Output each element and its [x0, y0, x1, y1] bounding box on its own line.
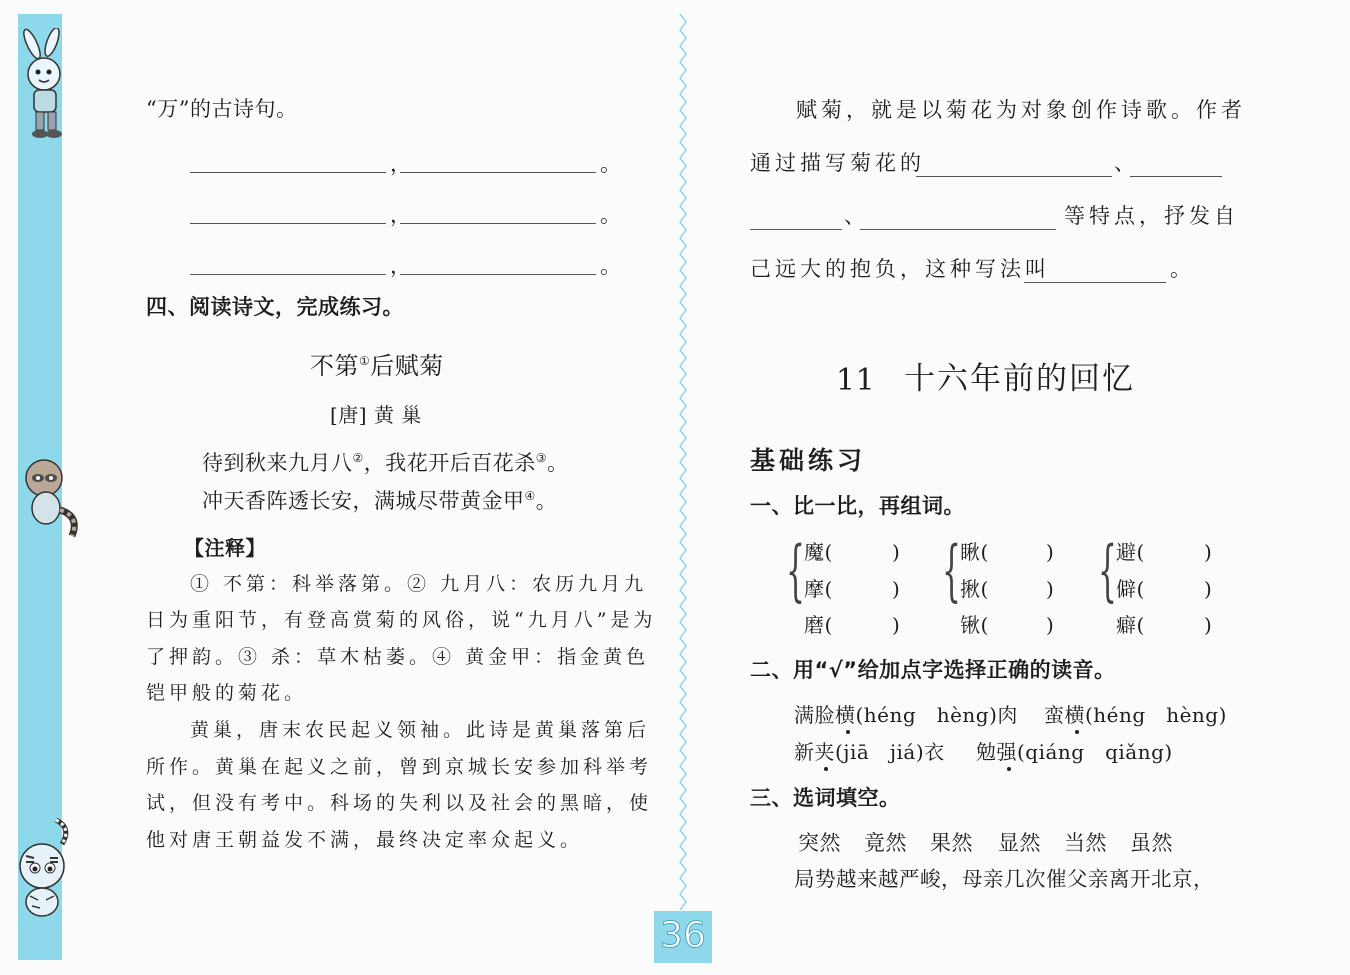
answer-blank[interactable]	[400, 223, 596, 224]
word-bank-item: 虽然	[1130, 831, 1173, 855]
answer-blank[interactable]	[190, 274, 386, 275]
close-paren: )	[1204, 540, 1213, 564]
poem-line-2: 冲天香阵透长安，满城尽带黄金甲④。	[202, 489, 558, 513]
bio-line: 黄巢，唐末农民起义领袖。此诗是黄巢落第后	[190, 719, 651, 741]
emphasis-dot	[1075, 730, 1079, 734]
bio-line: 试，但没有考中。科场的失利以及社会的黑暗，使	[146, 792, 653, 814]
answer-blank[interactable]	[1024, 282, 1166, 283]
raccoon-mascot-icon	[12, 450, 84, 542]
bio-line: 他对唐王朝益发不满，最终决定率众起义。	[146, 829, 584, 851]
period: 。	[600, 203, 622, 227]
pinyin-item: 满脸横(héng hèng)肉	[794, 703, 1018, 727]
period: 。	[600, 254, 622, 278]
pinyin-item: 勉强(qiáng qiǎng)	[976, 740, 1173, 764]
period: 。	[600, 152, 622, 176]
word-group-item: 僻(	[1116, 577, 1145, 601]
word-group-item: 魔(	[804, 540, 833, 564]
note-line: 了押韵。③ 杀：草木枯萎。④ 黄金甲：指金黄色	[146, 646, 650, 668]
q2-heading: 二、用“√”给加点字选择正确的读音。	[750, 658, 1116, 682]
q1-heading: 一、比一比，再组词。	[750, 494, 965, 518]
tiger-mascot-icon	[12, 816, 74, 922]
note-line: 铠甲般的菊花。	[146, 682, 308, 704]
note-line: ① 不第：科举落第。② 九月八：农历九月九	[190, 573, 648, 595]
pinyin-item: 新夹(jiā jiá)衣	[794, 740, 945, 764]
answer-blank[interactable]	[400, 172, 596, 173]
answer-blank[interactable]	[916, 176, 1112, 177]
word-group-item: 摩(	[804, 577, 833, 601]
section-heading: 基础练习	[750, 446, 867, 475]
passage-line: 局势越来越严峻，母亲几次催父亲离开北京，	[794, 867, 1214, 891]
book-spine-zigzag	[677, 14, 689, 914]
close-paren: )	[1046, 613, 1055, 637]
q3-tail-text: “万”的古诗句。	[146, 97, 298, 121]
comma: ，	[390, 152, 412, 176]
close-paren: )	[1204, 613, 1213, 637]
bio-line: 所作。黄巢在起义之前，曾到京城长安参加科举考	[146, 756, 653, 778]
pinyin-item: 蛮横(héng hèng)	[1044, 703, 1227, 727]
word-bank-item: 突然	[798, 831, 841, 855]
brace: {	[942, 532, 961, 609]
close-paren: )	[1046, 577, 1055, 601]
word-bank-item: 显然	[998, 831, 1041, 855]
note-line: 日为重阳节，有登高赏菊的风俗，说“九月八”是为	[146, 609, 657, 631]
word-group-item: 揪(	[960, 577, 989, 601]
brace: {	[1098, 532, 1117, 609]
comma: ，	[390, 203, 412, 227]
word-group-item: 瞅(	[960, 540, 989, 564]
answer-blank[interactable]	[750, 229, 842, 230]
close-paren: )	[892, 613, 901, 637]
continued-line: 等特点，抒发自	[1064, 204, 1239, 228]
answer-blank[interactable]	[190, 223, 386, 224]
emphasis-dot	[846, 730, 850, 734]
continued-line: 赋菊，就是以菊花为对象创作诗歌。作者	[796, 98, 1246, 122]
lesson-title: 十六年前的回忆	[904, 361, 1135, 397]
word-group-item: 避(	[1116, 540, 1145, 564]
separator: 、	[1114, 151, 1136, 175]
comma: ，	[390, 254, 412, 278]
answer-blank[interactable]	[400, 274, 596, 275]
close-paren: )	[892, 577, 901, 601]
page-number: 36	[660, 915, 706, 956]
continued-line: 通过描写菊花的	[750, 151, 925, 175]
word-group-item: 癖(	[1116, 613, 1145, 637]
q3-heading: 三、选词填空。	[750, 786, 901, 810]
answer-blank[interactable]	[860, 229, 1056, 230]
brace: {	[786, 532, 805, 609]
close-paren: )	[1204, 577, 1213, 601]
answer-blank[interactable]	[190, 172, 386, 173]
word-group-item: 磨(	[804, 613, 833, 637]
close-paren: )	[892, 540, 901, 564]
word-bank-item: 果然	[930, 831, 973, 855]
lesson-number: 11	[836, 363, 876, 398]
close-paren: )	[1046, 540, 1055, 564]
q4-heading: 四、阅读诗文，完成练习。	[146, 295, 404, 319]
poem-author: [唐] 黄 巢	[330, 403, 422, 427]
answer-blank[interactable]	[1130, 176, 1222, 177]
period: 。	[1170, 257, 1192, 281]
rabbit-mascot-icon	[10, 28, 82, 144]
separator: 、	[844, 204, 866, 228]
word-bank-item: 当然	[1064, 831, 1107, 855]
emphasis-dot	[824, 767, 828, 771]
continued-line: 己远大的抱负，这种写法叫	[750, 257, 1050, 281]
emphasis-dot	[1007, 767, 1011, 771]
notes-heading: 【注释】	[184, 536, 266, 560]
poem-title: 不第①后赋菊	[310, 352, 444, 380]
word-group-item: 锹(	[960, 613, 989, 637]
word-bank-item: 竟然	[864, 831, 907, 855]
poem-line-1: 待到秋来九月八②，我花开后百花杀③。	[202, 451, 569, 475]
